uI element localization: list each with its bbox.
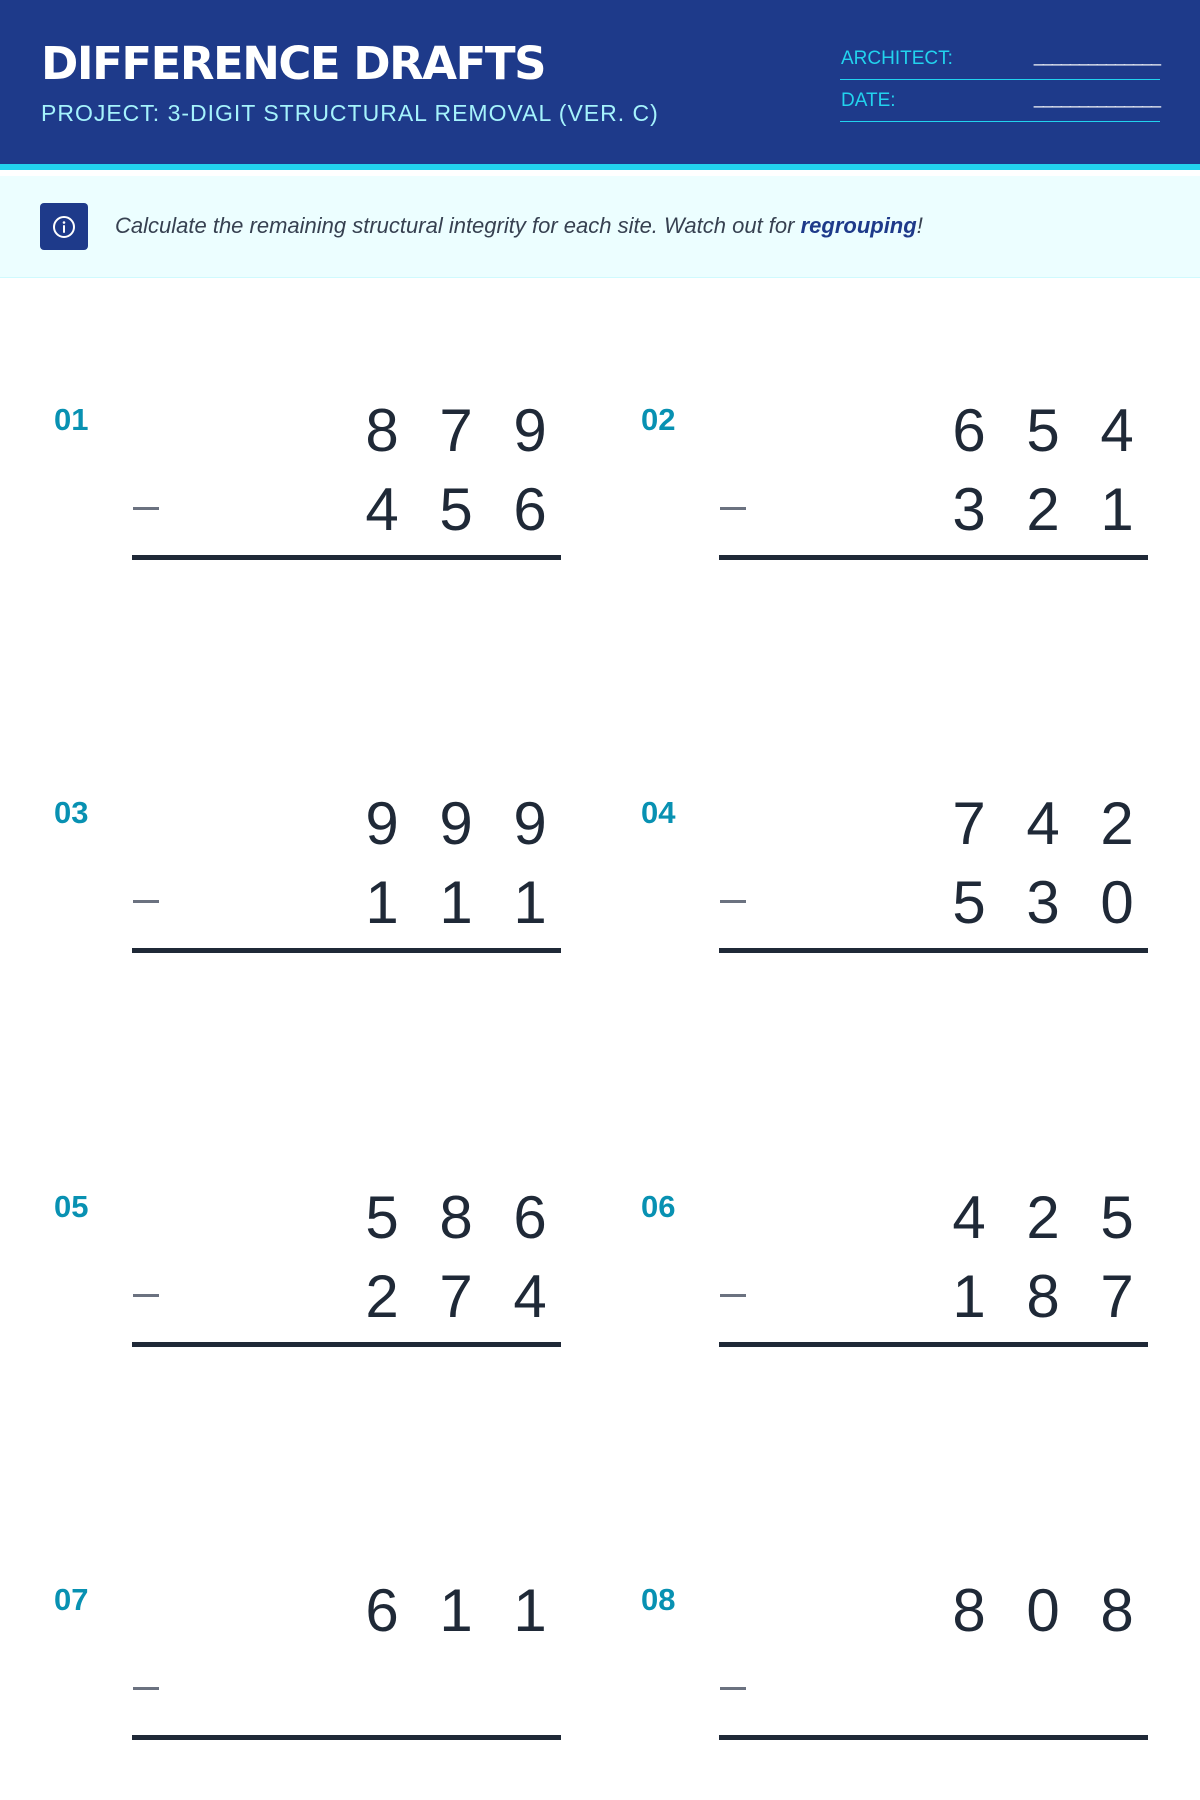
answer-line[interactable] bbox=[132, 1735, 561, 1740]
problem-number: 08 bbox=[641, 1582, 676, 1617]
worksheet-header bbox=[0, 0, 1200, 170]
subtrahend-digit: 6 bbox=[513, 476, 547, 543]
minuend-digit: 4 bbox=[952, 1184, 986, 1251]
minuend-digit: 5 bbox=[365, 1184, 399, 1251]
minuend-digit: 8 bbox=[1100, 1577, 1134, 1644]
minuend-digit: 9 bbox=[513, 790, 547, 857]
subtrahend-digit: 7 bbox=[439, 1263, 473, 1330]
instructions-end: ! bbox=[916, 213, 923, 238]
minuend-digit: 9 bbox=[513, 397, 547, 464]
problem-card bbox=[587, 1577, 1147, 1800]
page-title: DIFFERENCE DRAFTS bbox=[41, 37, 545, 90]
minuend-digit: 1 bbox=[513, 1577, 547, 1644]
problem-card bbox=[0, 1577, 560, 1800]
architect-field[interactable] bbox=[840, 44, 1160, 80]
subtrahend-digit: 7 bbox=[1100, 1263, 1134, 1330]
problem-card bbox=[587, 397, 1147, 620]
subtrahend-digit: 1 bbox=[439, 869, 473, 936]
minuend-digit: 9 bbox=[439, 790, 473, 857]
architect-blank: ______________ bbox=[1033, 46, 1160, 66]
minuend-digit: 6 bbox=[513, 1184, 547, 1251]
subtrahend-digit: 1 bbox=[513, 869, 547, 936]
problem-card bbox=[0, 397, 560, 620]
minuend-digit: 5 bbox=[1026, 397, 1060, 464]
problem-number: 04 bbox=[641, 795, 676, 830]
answer-line[interactable] bbox=[132, 555, 561, 560]
minus-sign bbox=[720, 1687, 746, 1690]
minus-sign bbox=[720, 900, 746, 903]
subtrahend-digit: 2 bbox=[365, 1263, 399, 1330]
minuend-digit: 4 bbox=[1100, 397, 1134, 464]
minuend-digit: 8 bbox=[439, 1184, 473, 1251]
minuend-digit: 8 bbox=[365, 397, 399, 464]
architect-label: ARCHITECT: bbox=[841, 48, 953, 69]
date-label: DATE: bbox=[841, 90, 896, 111]
subtrahend-digit: 3 bbox=[1026, 869, 1060, 936]
problem-number: 07 bbox=[54, 1582, 89, 1617]
subtrahend-digit: 0 bbox=[1100, 869, 1134, 936]
instructions-text bbox=[115, 211, 923, 241]
subtrahend-digit: 4 bbox=[513, 1263, 547, 1330]
subtrahend-digit: 5 bbox=[952, 869, 986, 936]
problem-number: 06 bbox=[641, 1189, 676, 1224]
subtrahend-digit: 5 bbox=[439, 476, 473, 543]
subtrahend-digit: 3 bbox=[952, 476, 986, 543]
minus-sign bbox=[133, 1294, 159, 1297]
answer-line[interactable] bbox=[719, 1735, 1148, 1740]
instructions-banner bbox=[0, 176, 1200, 278]
subtrahend-digit: 1 bbox=[1100, 476, 1134, 543]
minuend-digit: 2 bbox=[1100, 790, 1134, 857]
minuend-digit: 6 bbox=[952, 397, 986, 464]
minuend-digit: 6 bbox=[365, 1577, 399, 1644]
project-subtitle: PROJECT: 3-DIGIT STRUCTURAL REMOVAL (VER. C) bbox=[41, 100, 659, 126]
instructions-body: Calculate the remaining structural integrity for each site. Watch out for bbox=[115, 213, 801, 238]
problem-number: 03 bbox=[54, 795, 89, 830]
problem-card bbox=[0, 1184, 560, 1407]
answer-line[interactable] bbox=[132, 1342, 561, 1347]
date-blank: ______________ bbox=[1033, 88, 1160, 108]
minuend-digit: 7 bbox=[952, 790, 986, 857]
minuend-digit: 5 bbox=[1100, 1184, 1134, 1251]
minus-sign bbox=[720, 507, 746, 510]
problem-number: 01 bbox=[54, 402, 89, 437]
subtrahend-digit: 8 bbox=[1026, 1263, 1060, 1330]
subtrahend-digit: 1 bbox=[952, 1263, 986, 1330]
minuend-digit: 4 bbox=[1026, 790, 1060, 857]
minus-sign bbox=[133, 1687, 159, 1690]
minuend-digit: 2 bbox=[1026, 1184, 1060, 1251]
answer-line[interactable] bbox=[132, 948, 561, 953]
info-icon bbox=[40, 203, 88, 250]
minuend-digit: 1 bbox=[439, 1577, 473, 1644]
problem-number: 02 bbox=[641, 402, 676, 437]
date-field[interactable] bbox=[840, 86, 1160, 122]
problem-card bbox=[0, 790, 560, 1013]
answer-line[interactable] bbox=[719, 1342, 1148, 1347]
minus-sign bbox=[133, 900, 159, 903]
minuend-digit: 0 bbox=[1026, 1577, 1060, 1644]
subtrahend-digit: 4 bbox=[365, 476, 399, 543]
answer-line[interactable] bbox=[719, 555, 1148, 560]
minuend-digit: 8 bbox=[952, 1577, 986, 1644]
subtrahend-digit: 2 bbox=[1026, 476, 1060, 543]
problem-card bbox=[587, 1184, 1147, 1407]
minuend-digit: 7 bbox=[439, 397, 473, 464]
minus-sign bbox=[720, 1294, 746, 1297]
minuend-digit: 9 bbox=[365, 790, 399, 857]
subtrahend-digit: 1 bbox=[365, 869, 399, 936]
problem-card bbox=[587, 790, 1147, 1013]
minus-sign bbox=[133, 507, 159, 510]
answer-line[interactable] bbox=[719, 948, 1148, 953]
problem-number: 05 bbox=[54, 1189, 89, 1224]
instructions-emphasis: regrouping bbox=[800, 213, 917, 238]
